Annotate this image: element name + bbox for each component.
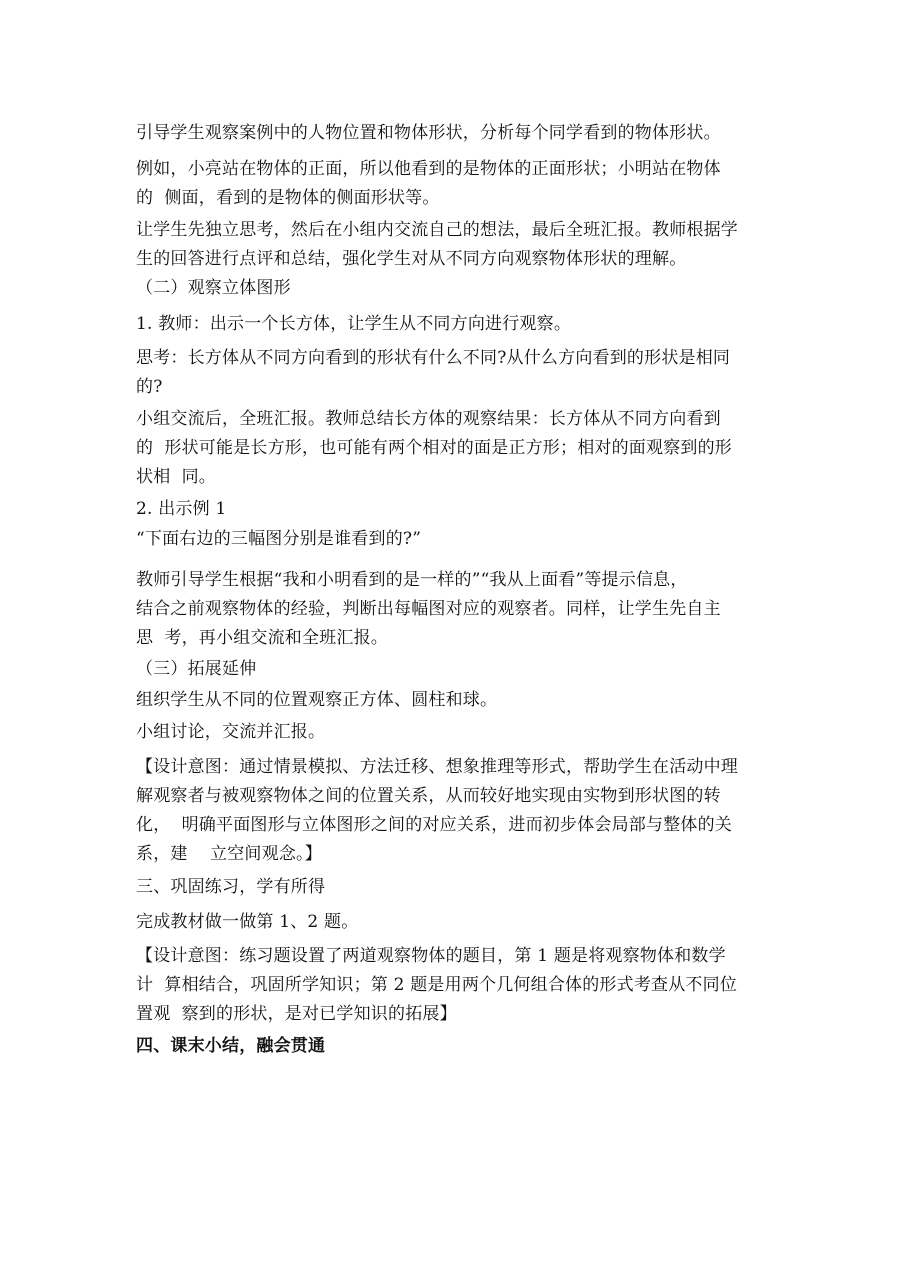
text-line: 组织学生从不同的位置观察正方体、圆柱和球。	[136, 690, 498, 710]
paragraph-example	[136, 155, 776, 213]
text-line: 系，建 立空间观念。】	[136, 844, 322, 864]
text-line: 2. 出示例 1	[136, 499, 227, 519]
section-heading-solid-figures	[136, 274, 776, 303]
text-line: 教师引导学生根据“我和小明看到的是一样的”“我从上面看”等提示信息，	[136, 570, 688, 590]
text-line: （二）观察立体图形	[136, 278, 291, 298]
paragraph-design-intent-1	[136, 753, 776, 869]
text-line: 解观察者与被观察物体之间的位置关系，从而较好地实现由实物到形状图的转	[136, 786, 721, 806]
paragraph-think	[136, 344, 776, 402]
paragraph-teacher-guide	[136, 566, 776, 653]
paragraph-quote-question	[136, 525, 776, 554]
text-line: 【设计意图：练习题设置了两道观察物体的题目，第 1 题是将观察物体和数学	[136, 946, 726, 966]
paragraph-organize	[136, 686, 776, 715]
paragraph-independent-thinking	[136, 216, 776, 274]
section-heading-extension	[136, 655, 776, 684]
paragraph-teacher-cuboid	[136, 310, 776, 339]
text-line: 【设计意图：通过情景模拟、方法迁移、想象推理等形式，帮助学生在活动中理	[136, 757, 738, 777]
text-line: 1. 教师：出示一个长方体，让学生从不同方向进行观察。	[136, 314, 572, 334]
text-line: 置观 察到的形状，是对已学知识的拓展】	[136, 1004, 457, 1024]
text-line: 引导学生观察案例中的人物位置和物体形状，分析每个同学看到的物体形状。	[136, 123, 721, 143]
text-line: “下面右边的三幅图分别是谁看到的?”	[136, 529, 422, 549]
text-line: 让学生先独立思考，然后在小组内交流自己的想法，最后全班汇报。教师根据学	[136, 220, 738, 240]
text-line: 小组交流后，全班汇报。教师总结长方体的观察结果：长方体从不同方向看到	[136, 409, 721, 429]
text-line: 的 侧面，看到的是物体的侧面形状等。	[136, 188, 440, 208]
text-line: 思考：长方体从不同方向看到的形状有什么不同?从什么方向看到的形状是相同	[136, 348, 731, 368]
text-line: （三）拓展延伸	[136, 659, 257, 679]
text-line: 结合之前观察物体的经验，判断出每幅图对应的观察者。同样，让学生先自主	[136, 599, 721, 619]
text-line: 例如，小亮站在物体的正面，所以他看到的是物体的正面形状；小明站在物体	[136, 159, 721, 179]
text-line: 的 形状可能是长方形，也可能有两个相对的面是正方形；相对的面观察到的形	[136, 438, 733, 458]
text-line: 生的回答进行点评和总结，强化学生对从不同方向观察物体形状的理解。	[136, 249, 687, 269]
paragraph-group-report	[136, 405, 776, 492]
text-line: 三、巩固练习，学有所得	[136, 877, 326, 897]
text-line: 状相 同。	[136, 467, 217, 487]
text-line: 小组讨论，交流并汇报。	[136, 722, 326, 742]
paragraph-textbook	[136, 908, 776, 937]
paragraph-discussion	[136, 718, 776, 747]
paragraph-design-intent-2	[136, 942, 776, 1029]
text-line: 化， 明确平面图形与立体图形之间的对应关系，进而初步体会局部与整体的关	[136, 815, 733, 835]
text-line: 计 算相结合，巩固所学知识；第 2 题是用两个几何组合体的形式考查从不同位	[136, 975, 738, 995]
paragraph-guide-observe	[136, 119, 776, 148]
text-line: 完成教材做一做第 1、2 题。	[136, 912, 359, 932]
text-line: 四、课末小结，融会贯通	[136, 1036, 326, 1056]
paragraph-show-example	[136, 495, 776, 524]
text-line: 思 考，再小组交流和全班汇报。	[136, 628, 389, 648]
section-heading-practice	[136, 873, 776, 902]
text-line: 的?	[136, 377, 163, 397]
section-heading-summary	[136, 1032, 776, 1061]
